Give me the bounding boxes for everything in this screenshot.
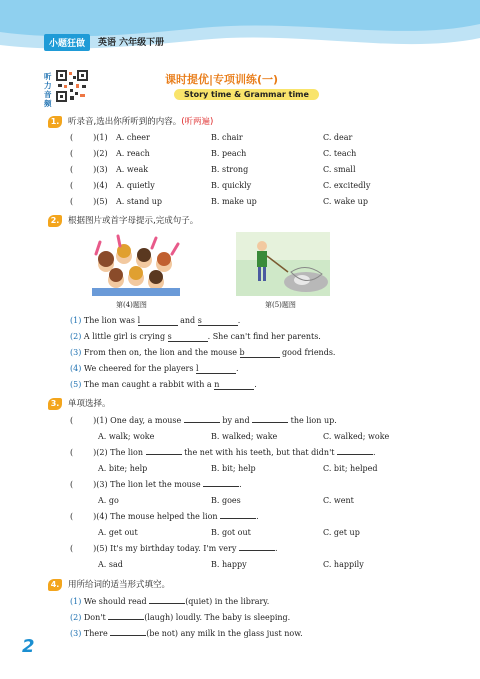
fill-sentence: (1) We should read (quiet) in the library. [70, 597, 270, 606]
mc-question: ( )(4) The mouse helped the lion . [70, 512, 259, 521]
option-a[interactable]: A. reach [116, 149, 150, 158]
section-1-heading [48, 115, 213, 128]
option-a[interactable]: A. walk; woke [98, 432, 155, 441]
option-b[interactable]: B. quickly [211, 181, 252, 190]
fill-sentence: (2) A little girl is crying s . She can't find her parents. [70, 332, 321, 341]
answer-blank[interactable] [184, 422, 220, 423]
choice-row: ( )(5) [70, 197, 108, 206]
option-c[interactable]: C. wake up [323, 197, 368, 206]
answer-blank[interactable]: s [198, 316, 238, 326]
option-c[interactable]: C. excitedly [323, 181, 371, 190]
mc-question: ( )(1) One day, a mouse by and the lion up. [70, 416, 337, 425]
section-number: 4. [48, 579, 62, 591]
fill-sentence: (2) Don't (laugh) loudly. The baby is sleeping. [70, 613, 291, 622]
header-subject: 英语 六年级下册 [98, 38, 165, 48]
option-c[interactable]: C. teach [323, 149, 357, 158]
fill-sentence: (1) The lion was l and s . [70, 316, 241, 325]
figure-caption-5: 第(5)题图 [265, 301, 296, 309]
fill-sentence: (3) There (be not) any milk in the glass just now. [70, 629, 303, 638]
section-instruction: 听录音,选出你所听到的内容。 [68, 117, 182, 127]
option-c[interactable]: C. happily [323, 560, 364, 569]
option-b[interactable]: B. got out [211, 528, 251, 537]
answer-blank[interactable] [149, 603, 185, 604]
option-a[interactable]: A. quietly [116, 181, 155, 190]
option-b[interactable]: B. bit; help [211, 464, 256, 473]
option-c[interactable]: C. went [323, 496, 354, 505]
choice-row: ( )(4) [70, 181, 108, 190]
option-b[interactable]: B. make up [211, 197, 257, 206]
choice-row: ( )(3) [70, 165, 108, 174]
section-number: 1. [48, 116, 62, 128]
section-4-heading [48, 578, 170, 591]
choice-row: ( )(2) [70, 149, 108, 158]
section-2-heading [48, 214, 198, 227]
option-a[interactable]: A. go [98, 496, 119, 505]
option-a[interactable]: A. stand up [116, 197, 163, 206]
figure-caption-4: 第(4)题图 [116, 301, 147, 309]
answer-blank[interactable]: b [240, 348, 280, 358]
answer-blank[interactable]: n [214, 380, 254, 390]
brand-badge: 小题狂做 [44, 34, 90, 51]
answer-blank[interactable] [203, 486, 239, 487]
page-number: 2 [22, 636, 35, 657]
fill-sentence: (5) The man caught a rabbit with a n . [70, 380, 257, 389]
section-instruction: 单项选择。 [68, 399, 111, 409]
qr-code-icon[interactable] [56, 70, 88, 102]
option-a[interactable]: A. weak [116, 165, 149, 174]
man-with-net-image [236, 232, 330, 296]
cheering-crowd-image [92, 234, 180, 296]
fill-sentence: (4) We cheered for the players l . [70, 364, 239, 373]
option-b[interactable]: B. happy [211, 560, 247, 569]
section-number: 3. [48, 398, 62, 410]
option-c[interactable]: C. bit; helped [323, 464, 378, 473]
section-3-heading [48, 397, 111, 410]
mc-question: ( )(3) The lion let the mouse . [70, 480, 242, 489]
option-a[interactable]: A. get out [98, 528, 138, 537]
choice-row: ( )(1) [70, 133, 108, 142]
qr-label: 听力音频 [44, 72, 52, 108]
option-c[interactable]: C. get up [323, 528, 360, 537]
section-note: (听两遍) [181, 117, 214, 127]
option-a[interactable]: A. sad [98, 560, 123, 569]
answer-blank[interactable] [146, 454, 182, 455]
option-c[interactable]: C. walked; woke [323, 432, 390, 441]
answer-blank[interactable] [108, 619, 144, 620]
option-a[interactable]: A. bite; help [98, 464, 148, 473]
option-b[interactable]: B. walked; wake [211, 432, 278, 441]
option-a[interactable]: A. cheer [116, 133, 150, 142]
answer-blank[interactable]: l [196, 364, 236, 374]
option-c[interactable]: C. dear [323, 133, 353, 142]
answer-blank[interactable] [110, 635, 146, 636]
answer-blank[interactable] [220, 518, 256, 519]
option-c[interactable]: C. small [323, 165, 356, 174]
section-number: 2. [48, 215, 62, 227]
page-title: 课时提优|专项训练(一) [165, 73, 279, 86]
option-b[interactable]: B. peach [211, 149, 247, 158]
answer-blank[interactable] [252, 422, 288, 423]
mc-question: ( )(5) It's my birthday today. I'm very . [70, 544, 278, 553]
fill-sentence: (3) From then on, the lion and the mouse b good friends. [70, 348, 336, 357]
answer-blank[interactable]: l [138, 316, 178, 326]
section-instruction: 根据图片或首字母提示,完成句子。 [68, 216, 199, 226]
answer-blank[interactable] [337, 454, 373, 455]
section-instruction: 用所给词的适当形式填空。 [68, 580, 171, 590]
option-b[interactable]: B. strong [211, 165, 249, 174]
page-subtitle: Story time & Grammar time [174, 89, 319, 100]
mc-question: ( )(2) The lion the net with his teeth, but that didn't . [70, 448, 376, 457]
option-b[interactable]: B. chair [211, 133, 243, 142]
answer-blank[interactable] [239, 550, 275, 551]
option-b[interactable]: B. goes [211, 496, 241, 505]
answer-blank[interactable]: s [168, 332, 208, 342]
